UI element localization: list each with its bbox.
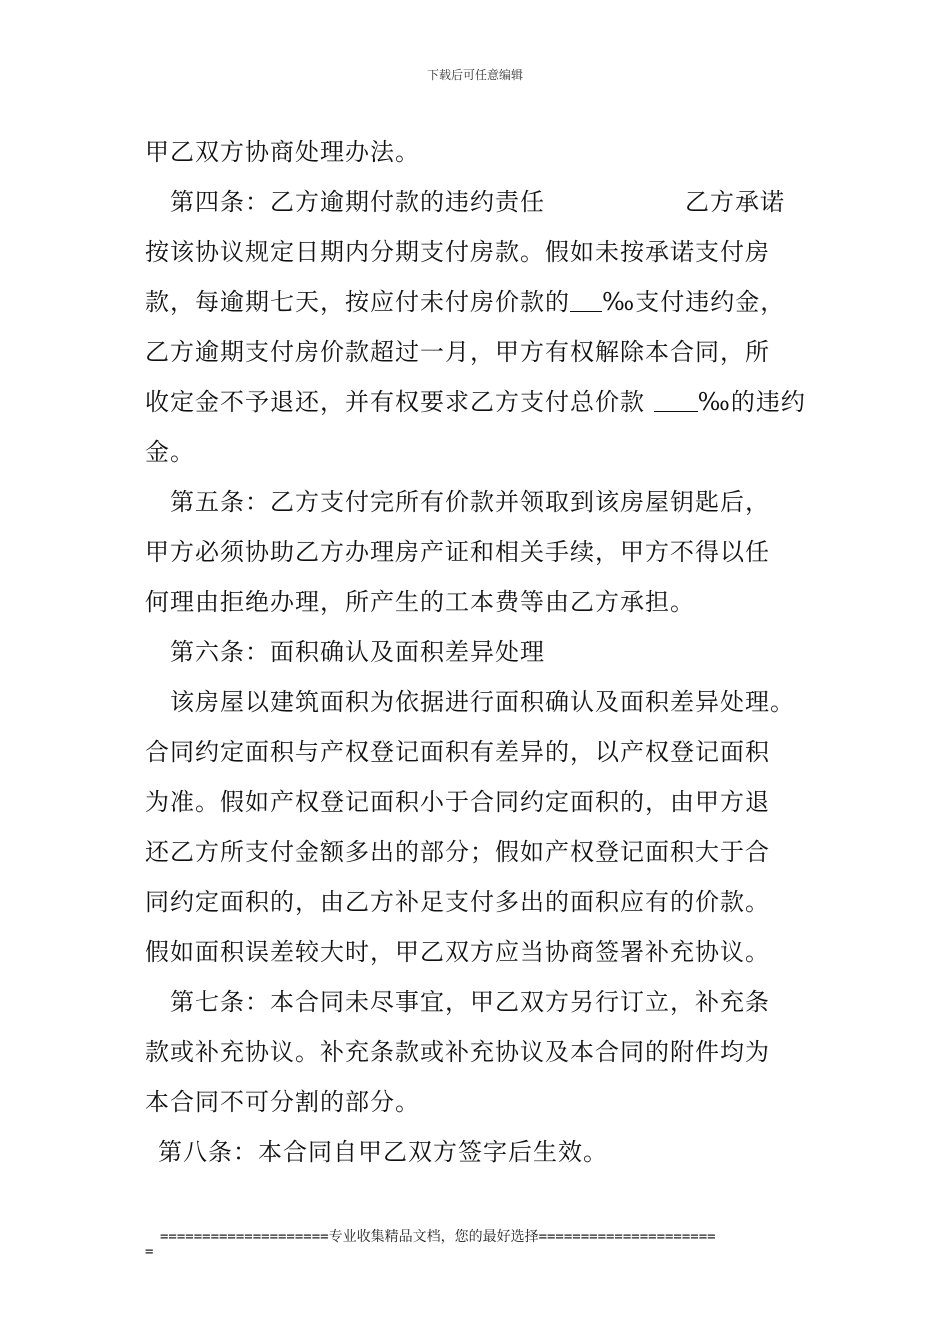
- paragraph-line-with-blank: [145, 286, 785, 318]
- article-5-heading: 第五条：乙方支付完所有价款并领取到该房屋钥匙后，: [170, 488, 770, 516]
- paragraph-line: 该房屋以建筑面积为依据进行面积确认及面积差异处理。: [170, 688, 795, 716]
- paragraph-line: 本合同不可分割的部分。: [145, 1088, 420, 1116]
- paragraph-line: 乙方逾期支付房价款超过一月，甲方有权解除本合同，所: [145, 338, 770, 366]
- paragraph-line: 同约定面积的，由乙方补足支付多出的面积应有的价款。: [145, 888, 770, 916]
- paragraph-line: 甲乙双方协商处理办法。: [145, 138, 420, 166]
- article-4-title: 第四条：乙方逾期付款的违约责任: [170, 188, 545, 216]
- paragraph-line: 按该协议规定日期内分期支付房款。假如未按承诺支付房: [145, 238, 770, 266]
- paragraph-line: 何理由拒绝办理，所产生的工本费等由乙方承担。: [145, 588, 695, 616]
- fill-in-blank: [570, 310, 602, 312]
- article-8-heading: 第八条：本合同自甲乙双方签字后生效。: [158, 1138, 608, 1166]
- article-4-lead: 乙方承诺: [685, 188, 785, 216]
- paragraph-line: 为准。假如产权登记面积小于合同约定面积的，由甲方退: [145, 788, 770, 816]
- paragraph-line: 还乙方所支付金额多出的部分；假如产权登记面积大于合: [145, 838, 770, 866]
- fill-in-blank: [654, 410, 698, 412]
- line-text: ‰的违约: [697, 388, 806, 416]
- line-text: 款，每逾期七天，按应付未付房价款的: [145, 288, 570, 316]
- page-footer: ====================专业收集精品文档，您的最好选择=====================: [160, 1229, 716, 1245]
- article-7-heading: 第七条：本合同未尽事宜，甲乙双方另行订立，补充条: [170, 988, 770, 1016]
- paragraph-line: 甲方必须协助乙方办理房产证和相关手续，甲方不得以任: [145, 538, 770, 566]
- page-header: 下载后可任意编辑: [426, 68, 523, 82]
- article-4-heading: [170, 186, 785, 218]
- paragraph-line: 金。: [145, 438, 195, 466]
- article-6-heading: 第六条：面积确认及面积差异处理: [170, 638, 545, 666]
- page-footer-tail: =: [145, 1244, 154, 1260]
- paragraph-line: 款或补充协议。补充条款或补充协议及本合同的附件均为: [145, 1038, 770, 1066]
- paragraph-line-with-blank: [145, 386, 806, 418]
- line-text: ‰支付违约金，: [602, 288, 786, 316]
- paragraph-line: 合同约定面积与产权登记面积有差异的，以产权登记面积: [145, 738, 770, 766]
- line-text: 收定金不予退还，并有权要求乙方支付总价款: [145, 388, 654, 416]
- paragraph-line: 假如面积误差较大时，甲乙双方应当协商签署补充协议。: [145, 938, 770, 966]
